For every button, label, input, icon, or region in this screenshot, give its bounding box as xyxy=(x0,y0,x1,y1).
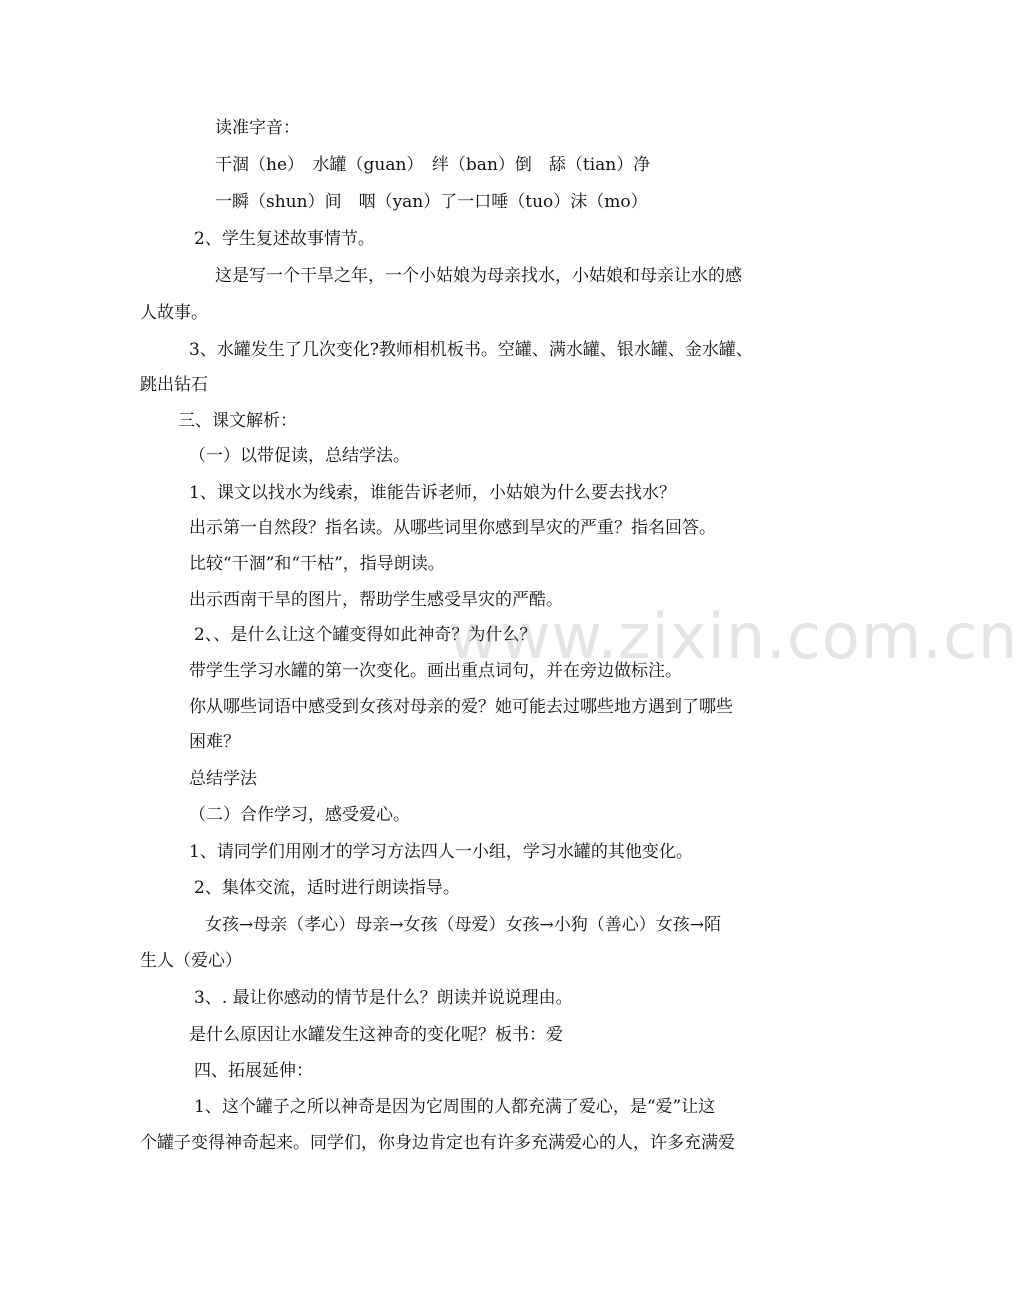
text-line: （二）合作学习，感受爱心。 xyxy=(189,805,410,825)
text-line: 读准字音： xyxy=(215,118,300,138)
text-line: 女孩→母亲（孝心）母亲→女孩（母爱）女孩→小狗（善心）女孩→陌 xyxy=(205,915,721,935)
section-heading: 四、拓展延伸： xyxy=(194,1061,313,1081)
text-line: 2、、是什么让这个罐变得如此神奇？为什么？ xyxy=(194,625,537,645)
text-line: 3、. 最让你感动的情节是什么？朗读并说说理由。 xyxy=(194,988,573,1008)
text-line: （一）以带促读，总结学法。 xyxy=(189,446,410,466)
text-line: 干涸（he） 水罐（guan） 绊（ban）倒 舔（tian）净 xyxy=(215,155,651,175)
text-line: 这是写一个干旱之年，一个小姑娘为母亲找水，小姑娘和母亲让水的感 xyxy=(215,266,742,286)
text-line: 你从哪些词语中感受到女孩对母亲的爱？她可能去过哪些地方遇到了哪些 xyxy=(189,697,733,717)
text-line: 出示西南干旱的图片，帮助学生感受旱灾的严酷。 xyxy=(189,590,563,610)
text-line: 2、学生复述故事情节。 xyxy=(194,229,375,249)
text-line: 一瞬（shun）间 咽（yan）了一口唾（tuo）沫（mo） xyxy=(215,192,648,212)
text-line: 是什么原因让水罐发生这神奇的变化呢？板书：爱 xyxy=(189,1025,563,1045)
text-line: 比较“干涸”和“干枯”，指导朗读。 xyxy=(189,554,445,574)
text-line: 3、水罐发生了几次变化?教师相机板书。空罐、满水罐、银水罐、金水罐、 xyxy=(189,340,753,360)
section-heading: 三、课文解析： xyxy=(178,411,297,431)
text-line: 人故事。 xyxy=(140,303,208,323)
text-line: 2、集体交流，适时进行朗读指导。 xyxy=(194,878,460,898)
text-line: 跳出钻石 xyxy=(140,375,208,395)
text-line: 个罐子变得神奇起来。同学们，你身边肯定也有许多充满爱心的人，许多充满爱 xyxy=(140,1133,735,1153)
text-line: 困难？ xyxy=(189,732,240,752)
watermark: www.zixin.com.cn xyxy=(448,600,1018,673)
text-line: 带学生学习水罐的第一次变化。画出重点词句，并在旁边做标注。 xyxy=(189,661,682,681)
text-line: 出示第一自然段？指名读。从哪些词里你感到旱灾的严重？指名回答。 xyxy=(189,518,716,538)
text-line: 总结学法 xyxy=(189,769,257,789)
text-line: 1、这个罐子之所以神奇是因为它周围的人都充满了爱心，是“爱”让这 xyxy=(194,1097,716,1117)
text-line: 1、请同学们用刚才的学习方法四人一小组，学习水罐的其他变化。 xyxy=(189,842,693,862)
text-line: 生人（爱心） xyxy=(140,951,242,971)
text-line: 1、课文以找水为线索，谁能告诉老师，小姑娘为什么要去找水？ xyxy=(189,483,676,503)
